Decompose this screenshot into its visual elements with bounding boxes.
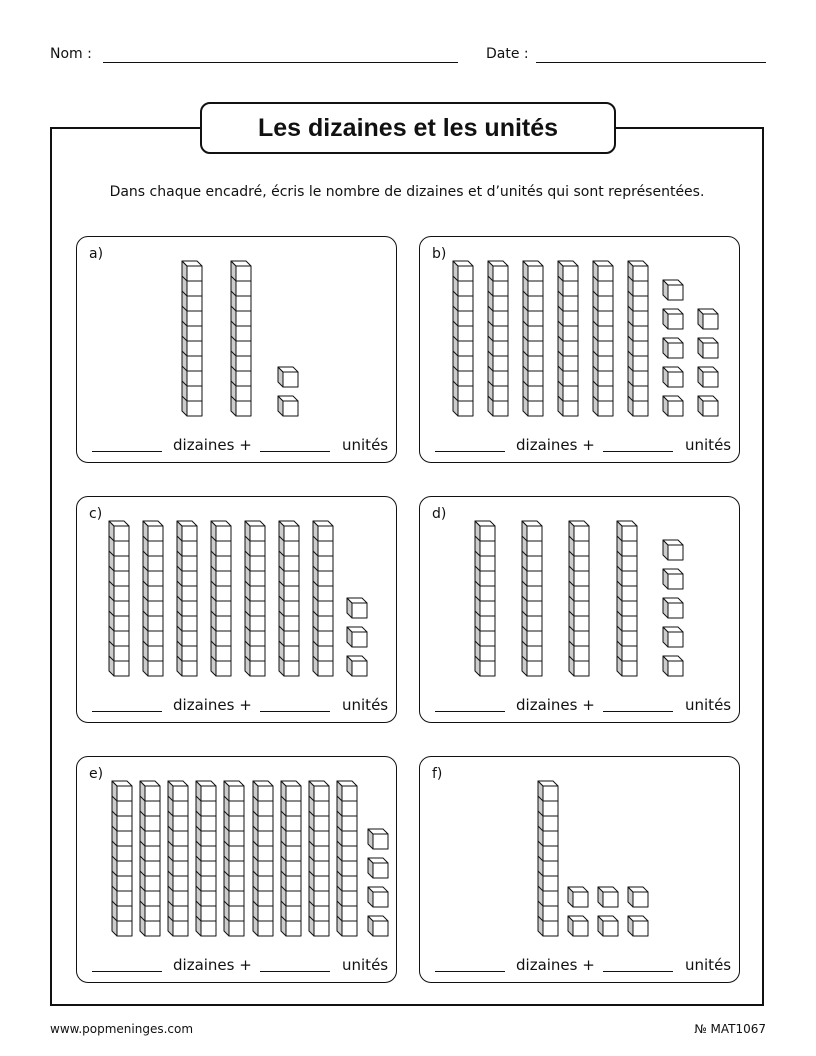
instructions: Dans chaque encadré, écris le nombre de dizaines et d’unités qui sont représentées. xyxy=(109,184,705,200)
exercise-label: b) xyxy=(432,246,447,262)
exercise-label: e) xyxy=(89,766,104,782)
exercise-label: c) xyxy=(89,506,103,522)
exercise-box-d xyxy=(419,496,740,723)
exercise-label: d) xyxy=(432,506,447,522)
tens-label: dizaines + xyxy=(516,696,595,714)
units-answer-field[interactable] xyxy=(603,711,673,712)
base-ten-blocks xyxy=(420,237,741,464)
name-label: Nom : xyxy=(50,46,92,62)
tens-answer-field[interactable] xyxy=(92,711,162,712)
units-label: unités xyxy=(342,436,389,454)
units-label: unités xyxy=(685,696,732,714)
tens-label: dizaines + xyxy=(516,956,595,974)
base-ten-blocks xyxy=(77,497,398,724)
base-ten-blocks xyxy=(420,497,741,724)
units-answer-field[interactable] xyxy=(260,451,330,452)
base-ten-blocks xyxy=(77,237,398,464)
exercise-box-e xyxy=(76,756,397,983)
units-answer-field[interactable] xyxy=(260,711,330,712)
base-ten-blocks xyxy=(77,757,398,984)
tens-label: dizaines + xyxy=(173,696,252,714)
name-field[interactable] xyxy=(103,62,458,63)
units-answer-field[interactable] xyxy=(260,971,330,972)
tens-answer-field[interactable] xyxy=(435,711,505,712)
units-label: unités xyxy=(342,956,389,974)
units-answer-field[interactable] xyxy=(603,451,673,452)
units-label: unités xyxy=(685,436,732,454)
tens-answer-field[interactable] xyxy=(92,971,162,972)
tens-answer-field[interactable] xyxy=(435,451,505,452)
footer-website: www.popmeninges.com xyxy=(50,1022,194,1036)
tens-answer-field[interactable] xyxy=(435,971,505,972)
exercise-box-a xyxy=(76,236,397,463)
exercise-label: f) xyxy=(432,766,443,782)
exercise-box-b xyxy=(419,236,740,463)
tens-answer-field[interactable] xyxy=(92,451,162,452)
footer-code: № MAT1067 xyxy=(694,1022,766,1036)
exercise-box-c xyxy=(76,496,397,723)
date-label: Date : xyxy=(486,46,529,62)
tens-label: dizaines + xyxy=(173,436,252,454)
exercise-box-f xyxy=(419,756,740,983)
tens-label: dizaines + xyxy=(173,956,252,974)
units-label: unités xyxy=(685,956,732,974)
page-title: Les dizaines et les unités xyxy=(257,113,559,142)
title-box xyxy=(200,102,616,154)
base-ten-blocks xyxy=(420,757,741,984)
exercise-label: a) xyxy=(89,246,104,262)
units-answer-field[interactable] xyxy=(603,971,673,972)
date-field[interactable] xyxy=(536,62,766,63)
tens-label: dizaines + xyxy=(516,436,595,454)
units-label: unités xyxy=(342,696,389,714)
